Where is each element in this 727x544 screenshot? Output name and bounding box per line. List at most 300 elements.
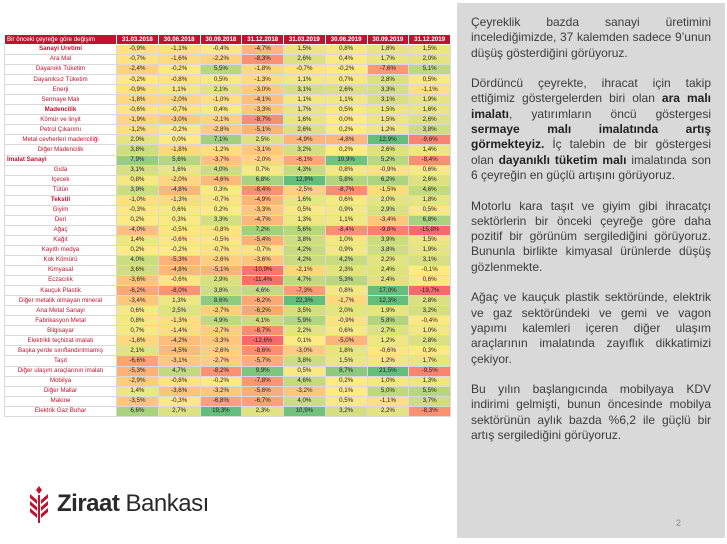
row-label: Kağıt	[5, 235, 117, 245]
value-cell: 3,1%	[409, 255, 451, 265]
value-cell: -0,5%	[158, 225, 200, 235]
value-cell: -7,3%	[284, 286, 326, 296]
row-label: Tütün	[5, 185, 117, 195]
table-row	[5, 195, 451, 205]
value-cell: -2,7%	[200, 356, 242, 366]
value-cell: -3,2%	[284, 386, 326, 396]
value-cell: 4,6%	[242, 286, 284, 296]
table-row	[5, 245, 451, 255]
table-row	[5, 336, 451, 346]
row-label: Diğer Madencilik	[5, 145, 117, 155]
value-cell: -9,8%	[367, 225, 409, 235]
value-cell: 5,9%	[284, 316, 326, 326]
value-cell: 7,9%	[117, 155, 159, 165]
table-row	[5, 95, 451, 105]
table-row	[5, 266, 451, 276]
row-label: Ara Mal	[5, 55, 117, 65]
commentary-paragraph: Motorlu kara taşıt ve giyim gibi ihracatçı sektörlerin bir önceki çeyreğe göre daha pozitif bir görünüm sergilediğini görüyoruz. Bununla birlikte kimyasal ürünlerde düşüş gözlenmekte.	[471, 198, 711, 274]
value-cell: 1,8%	[325, 346, 367, 356]
value-cell: 21,5%	[367, 366, 409, 376]
row-label: Fabrikasyon Metal	[5, 316, 117, 326]
value-cell: -2,4%	[117, 65, 159, 75]
value-cell: 1,3%	[158, 296, 200, 306]
value-cell: 2,2%	[284, 326, 326, 336]
value-cell: 22,3%	[284, 296, 326, 306]
value-cell: 4,1%	[242, 316, 284, 326]
value-cell: -4,8%	[325, 135, 367, 145]
value-cell: 4,6%	[284, 376, 326, 386]
value-cell: -6,2%	[242, 306, 284, 316]
value-cell: 2,2%	[367, 255, 409, 265]
value-cell: 10,9%	[325, 155, 367, 165]
value-cell: 19,3%	[200, 406, 242, 416]
value-cell: 3,8%	[117, 145, 159, 155]
value-cell: 1,8%	[409, 195, 451, 205]
table-body	[5, 45, 451, 417]
value-cell: 7,1%	[200, 135, 242, 145]
value-cell: -1,0%	[200, 95, 242, 105]
value-cell: 5,1%	[409, 65, 451, 75]
value-cell: 4,9%	[200, 316, 242, 326]
value-cell: 2,0%	[367, 195, 409, 205]
row-label: Kömür ve linyit	[5, 115, 117, 125]
value-cell: -10,9%	[242, 266, 284, 276]
value-cell: 9,9%	[242, 366, 284, 376]
row-label: Taşıt	[5, 356, 117, 366]
value-cell: -1,1%	[409, 85, 451, 95]
value-cell: 3,8%	[284, 235, 326, 245]
table-row	[5, 115, 451, 125]
value-cell: 1,1%	[158, 85, 200, 95]
value-cell: -0,2%	[117, 75, 159, 85]
value-cell: -0,7%	[200, 245, 242, 255]
value-cell: 2,1%	[117, 346, 159, 356]
value-cell: 1,1%	[325, 215, 367, 225]
value-cell: -0,6%	[367, 346, 409, 356]
value-cell: -15,8%	[409, 225, 451, 235]
row-label: Mobilya	[5, 376, 117, 386]
value-cell: -0,3%	[158, 396, 200, 406]
row-label: Kauçuk Plastik	[5, 286, 117, 296]
value-cell: 1,5%	[284, 45, 326, 55]
value-cell: 12,9%	[284, 175, 326, 185]
row-label: Dayanıklı Tüketim	[5, 65, 117, 75]
value-cell: 3,1%	[367, 95, 409, 105]
row-label: Kimyasal	[5, 266, 117, 276]
value-cell: -3,2%	[200, 386, 242, 396]
value-cell: 4,3%	[284, 165, 326, 175]
value-cell: 3,1%	[284, 85, 326, 95]
value-cell: -0,8%	[200, 225, 242, 235]
commentary-paragraph: Çeyreklik bazda sanayi üretimini incelediğimizde, 37 kalemden sadece 9’unun düşüş gösterdiğini görüyoruz.	[471, 15, 711, 60]
value-cell: -0,4%	[409, 316, 451, 326]
value-cell: 2,6%	[409, 175, 451, 185]
ziraat-bankasi-logo	[27, 484, 227, 524]
row-label: Başka yerde sınıflandırılmamış	[5, 346, 117, 356]
value-cell: 1,5%	[367, 115, 409, 125]
value-cell: -12,6%	[242, 336, 284, 346]
value-cell: 2,6%	[325, 85, 367, 95]
value-cell: -3,7%	[200, 155, 242, 165]
value-cell: -0,4%	[200, 45, 242, 55]
value-cell: 2,7%	[158, 406, 200, 416]
value-cell: 2,0%	[117, 135, 159, 145]
value-cell: -4,0%	[117, 225, 159, 235]
table-row	[5, 145, 451, 155]
value-cell: 0,7%	[325, 75, 367, 85]
value-cell: -3,3%	[242, 205, 284, 215]
value-cell: -1,7%	[325, 296, 367, 306]
value-cell: -0,2%	[158, 245, 200, 255]
value-cell: -0,3%	[117, 205, 159, 215]
value-cell: -8,6%	[242, 346, 284, 356]
value-cell: 2,0%	[325, 306, 367, 316]
value-cell: -6,2%	[242, 296, 284, 306]
value-cell: -7,8%	[242, 376, 284, 386]
table-row	[5, 65, 451, 75]
value-cell: -2,2%	[200, 55, 242, 65]
value-cell: 4,0%	[200, 165, 242, 175]
value-cell: -4,9%	[284, 135, 326, 145]
value-cell: -6,1%	[284, 155, 326, 165]
value-cell: 3,9%	[367, 235, 409, 245]
value-cell: -3,6%	[242, 255, 284, 265]
table-row	[5, 225, 451, 235]
value-cell: 1,5%	[409, 45, 451, 55]
value-cell: 5,5%	[200, 65, 242, 75]
value-cell: 4,0%	[284, 396, 326, 406]
value-cell: -3,0%	[242, 85, 284, 95]
value-cell: 3,2%	[409, 306, 451, 316]
value-cell: 12,9%	[367, 135, 409, 145]
value-cell: -3,6%	[158, 386, 200, 396]
value-cell: 2,3%	[242, 406, 284, 416]
value-cell: -3,0%	[284, 346, 326, 356]
table-row	[5, 316, 451, 326]
value-cell: 6,6%	[117, 406, 159, 416]
value-cell: -2,0%	[158, 95, 200, 105]
value-cell: 5,6%	[284, 225, 326, 235]
value-cell: 0,6%	[409, 165, 451, 175]
value-cell: 0,9%	[325, 245, 367, 255]
table-row	[5, 205, 451, 215]
row-label: Metal cevherleri madenciliği	[5, 135, 117, 145]
value-cell: 6,8%	[409, 215, 451, 225]
value-cell: -0,1%	[409, 266, 451, 276]
value-cell: -0,7%	[158, 105, 200, 115]
value-cell: -0,8%	[158, 75, 200, 85]
value-cell: -0,7%	[284, 65, 326, 75]
value-cell: 3,2%	[325, 406, 367, 416]
value-cell: 3,8%	[284, 356, 326, 366]
value-cell: 6,8%	[242, 175, 284, 185]
value-cell: 2,3%	[325, 266, 367, 276]
value-cell: -1,8%	[242, 65, 284, 75]
value-cell: -1,8%	[117, 336, 159, 346]
value-cell: -5,6%	[242, 386, 284, 396]
value-cell: 0,8%	[325, 286, 367, 296]
row-label: Gıda	[5, 165, 117, 175]
value-cell: 4,0%	[117, 255, 159, 265]
value-cell: 4,2%	[325, 255, 367, 265]
value-cell: -0,7%	[242, 245, 284, 255]
value-cell: -3,1%	[242, 145, 284, 155]
table-row	[5, 255, 451, 265]
value-cell: -3,3%	[242, 105, 284, 115]
value-cell: 1,2%	[367, 336, 409, 346]
value-cell: 0,6%	[325, 195, 367, 205]
value-cell: -0,5%	[200, 235, 242, 245]
value-cell: 1,7%	[409, 356, 451, 366]
value-cell: -1,1%	[367, 396, 409, 406]
value-cell: 0,3%	[409, 346, 451, 356]
value-cell: -3,1%	[158, 356, 200, 366]
value-cell: -4,2%	[158, 336, 200, 346]
header-date: 30.09.2019	[367, 35, 409, 45]
row-label: Ana Metal Sanayi	[5, 306, 117, 316]
value-cell: 1,0%	[367, 376, 409, 386]
value-cell: -0,2%	[158, 65, 200, 75]
header-label: Bir önceki çeyreğe göre değişim	[5, 35, 117, 45]
table-row	[5, 185, 451, 195]
value-cell: 0,8%	[325, 45, 367, 55]
value-cell: -2,0%	[158, 175, 200, 185]
value-cell: 3,1%	[117, 165, 159, 175]
value-cell: 0,5%	[284, 366, 326, 376]
value-cell: -8,0%	[158, 286, 200, 296]
commentary-paragraph: Ağaç ve kauçuk plastik sektöründe, elektrik ve gaz sektöründeki ve gemi ve vagon yapımı kalemleri içeren diğer ulaşım araçlarının imalatında zayıflık dikkatimizi çekiyor.	[471, 290, 711, 366]
row-label: Sermaye Malı	[5, 95, 117, 105]
value-cell: 0,2%	[325, 145, 367, 155]
value-cell: -4,8%	[158, 185, 200, 195]
value-cell: 1,5%	[367, 105, 409, 115]
value-cell: 8,6%	[200, 296, 242, 306]
table-row	[5, 155, 451, 165]
value-cell: 0,1%	[325, 386, 367, 396]
value-cell: -2,1%	[200, 115, 242, 125]
value-cell: -1,5%	[367, 185, 409, 195]
table-row	[5, 215, 451, 225]
value-cell: 3,8%	[409, 125, 451, 135]
value-cell: -9,6%	[409, 135, 451, 145]
value-cell: -3,3%	[200, 336, 242, 346]
value-cell: -3,4%	[117, 296, 159, 306]
value-cell: -4,5%	[158, 346, 200, 356]
value-cell: -9,5%	[409, 366, 451, 376]
value-cell: 1,6%	[158, 165, 200, 175]
value-cell: -11,4%	[242, 276, 284, 286]
value-cell: 0,4%	[325, 55, 367, 65]
value-cell: -2,7%	[200, 326, 242, 336]
value-cell: 1,0%	[409, 326, 451, 336]
value-cell: -1,3%	[242, 75, 284, 85]
value-cell: -1,4%	[158, 326, 200, 336]
value-cell: -1,1%	[158, 45, 200, 55]
value-cell: 4,2%	[284, 255, 326, 265]
value-cell: 10,9%	[284, 406, 326, 416]
value-cell: -4,7%	[242, 45, 284, 55]
row-label: Makine	[5, 396, 117, 406]
value-cell: -4,8%	[158, 266, 200, 276]
value-cell: 5,8%	[325, 175, 367, 185]
value-cell: -2,9%	[117, 376, 159, 386]
value-cell: 1,9%	[409, 95, 451, 105]
row-label: Kayıtlı medya	[5, 245, 117, 255]
value-cell: -5,1%	[200, 266, 242, 276]
value-cell: 2,2%	[367, 406, 409, 416]
value-cell: 1,9%	[409, 245, 451, 255]
value-cell: -1,2%	[200, 145, 242, 155]
value-cell: 3,7%	[409, 396, 451, 406]
logo-wordmark: Ziraat Bankası	[57, 490, 209, 517]
value-cell: -4,7%	[242, 215, 284, 225]
value-cell: 0,3%	[200, 185, 242, 195]
value-cell: 1,4%	[409, 145, 451, 155]
table-row	[5, 386, 451, 396]
value-cell: 1,4%	[117, 235, 159, 245]
header-date: 30.09.2018	[200, 35, 242, 45]
table-row	[5, 175, 451, 185]
table-row	[5, 356, 451, 366]
value-cell: 3,3%	[200, 215, 242, 225]
value-cell: -2,8%	[200, 125, 242, 135]
value-cell: 0,9%	[325, 205, 367, 215]
value-cell: -5,4%	[242, 235, 284, 245]
value-cell: -1,8%	[117, 95, 159, 105]
header-date: 30.06.2018	[158, 35, 200, 45]
value-cell: 2,7%	[367, 326, 409, 336]
value-cell: 5,3%	[325, 276, 367, 286]
value-cell: -1,0%	[117, 195, 159, 205]
row-label: İmalat Sanayi	[5, 155, 117, 165]
value-cell: -19,7%	[409, 286, 451, 296]
value-cell: 1,6%	[284, 195, 326, 205]
value-cell: -8,7%	[325, 185, 367, 195]
value-cell: 1,2%	[367, 125, 409, 135]
value-cell: -2,0%	[242, 155, 284, 165]
value-cell: 0,5%	[284, 205, 326, 215]
value-cell: -2,5%	[284, 185, 326, 195]
value-cell: -0,6%	[117, 105, 159, 115]
value-cell: -1,2%	[117, 125, 159, 135]
value-cell: 0,6%	[325, 326, 367, 336]
header-date: 30.06.2019	[325, 35, 367, 45]
commentary-paragraph: Bu yılın başlangıcında mobilyaya KDV indirimi gelmişti, bunun öncesinde mobilya sektörünün aylık bazda %6,2 ile güçlü bir artış sergilediğini görüyoruz.	[471, 382, 711, 443]
value-cell: 2,6%	[367, 145, 409, 155]
value-cell: -5,3%	[158, 255, 200, 265]
value-cell: 2,8%	[409, 336, 451, 346]
value-cell: -6,2%	[117, 286, 159, 296]
row-label: Tekstil	[5, 195, 117, 205]
value-cell: -8,3%	[242, 55, 284, 65]
table-row	[5, 346, 451, 356]
value-cell: 2,8%	[409, 296, 451, 306]
value-cell: -8,4%	[325, 225, 367, 235]
value-cell: 3,5%	[284, 306, 326, 316]
value-cell: 8,7%	[325, 366, 367, 376]
table-row	[5, 276, 451, 286]
value-cell: 0,5%	[409, 205, 451, 215]
value-cell: -5,7%	[242, 356, 284, 366]
value-cell: -0,2%	[200, 376, 242, 386]
value-cell: -2,6%	[200, 255, 242, 265]
value-cell: -1,8%	[158, 145, 200, 155]
value-cell: 0,3%	[158, 215, 200, 225]
value-cell: 1,5%	[409, 235, 451, 245]
value-cell: 1,1%	[325, 95, 367, 105]
value-cell: 0,0%	[325, 115, 367, 125]
value-cell: 2,5%	[158, 306, 200, 316]
row-label: Giyim	[5, 205, 117, 215]
value-cell: -3,6%	[117, 276, 159, 286]
value-cell: 0,8%	[325, 165, 367, 175]
value-cell: 1,7%	[284, 105, 326, 115]
value-cell: -6,7%	[242, 396, 284, 406]
value-cell: 0,8%	[117, 175, 159, 185]
table-row	[5, 406, 451, 416]
value-cell: -2,7%	[200, 306, 242, 316]
row-label: Elektrik Gaz Buhar	[5, 406, 117, 416]
value-cell: 0,5%	[200, 75, 242, 85]
value-cell: -0,9%	[117, 45, 159, 55]
value-cell: -5,1%	[242, 125, 284, 135]
value-cell: -0,2%	[325, 65, 367, 75]
value-cell: 0,2%	[325, 376, 367, 386]
value-cell: 1,3%	[409, 376, 451, 386]
value-cell: -0,9%	[325, 316, 367, 326]
value-cell: 0,7%	[242, 165, 284, 175]
value-cell: 1,2%	[367, 356, 409, 366]
value-cell: -1,6%	[158, 55, 200, 65]
table-row	[5, 75, 451, 85]
value-cell: 0,5%	[325, 105, 367, 115]
value-cell: 0,2%	[117, 245, 159, 255]
value-cell: -0,6%	[158, 235, 200, 245]
value-cell: 3,9%	[117, 185, 159, 195]
value-cell: -6,6%	[117, 356, 159, 366]
value-cell: 0,6%	[117, 306, 159, 316]
commentary-paragraph: Dördüncü çeyrekte, ihracat için takip ettiğimiz göstergelerden biri olan ara malı imalatı, yatırımların öncü göstergesi sermaye malı imalatında artış görmekteyiz. İç talebin de bir göstergesi olan dayanıklı tüketim malı imalatında son 6 çeyreğin en güçlü artışını görüyoruz.	[471, 76, 711, 182]
value-cell: -0,7%	[117, 55, 159, 65]
value-cell: -2,1%	[284, 266, 326, 276]
value-cell: 0,6%	[409, 276, 451, 286]
value-cell: -8,2%	[200, 366, 242, 376]
value-cell: -8,3%	[409, 406, 451, 416]
value-cell: -3,5%	[117, 396, 159, 406]
value-cell: 2,6%	[409, 115, 451, 125]
value-cell: -0,7%	[200, 195, 242, 205]
value-cell: -0,9%	[117, 85, 159, 95]
value-cell: -1,3%	[158, 195, 200, 205]
value-cell: -5,3%	[117, 366, 159, 376]
header-date: 31.03.2018	[117, 35, 159, 45]
value-cell: 0,7%	[117, 326, 159, 336]
table-row	[5, 326, 451, 336]
table-row	[5, 55, 451, 65]
value-cell: -4,1%	[242, 95, 284, 105]
value-cell: 2,0%	[409, 55, 451, 65]
table-row	[5, 235, 451, 245]
value-cell: -5,0%	[325, 336, 367, 346]
value-cell: -2,6%	[200, 346, 242, 356]
table-row	[5, 376, 451, 386]
value-cell: -0,8%	[158, 376, 200, 386]
value-cell: 2,4%	[367, 276, 409, 286]
value-cell: 4,7%	[158, 366, 200, 376]
value-cell: 2,4%	[367, 266, 409, 276]
row-label: İçecek	[5, 175, 117, 185]
value-cell: -8,7%	[242, 115, 284, 125]
